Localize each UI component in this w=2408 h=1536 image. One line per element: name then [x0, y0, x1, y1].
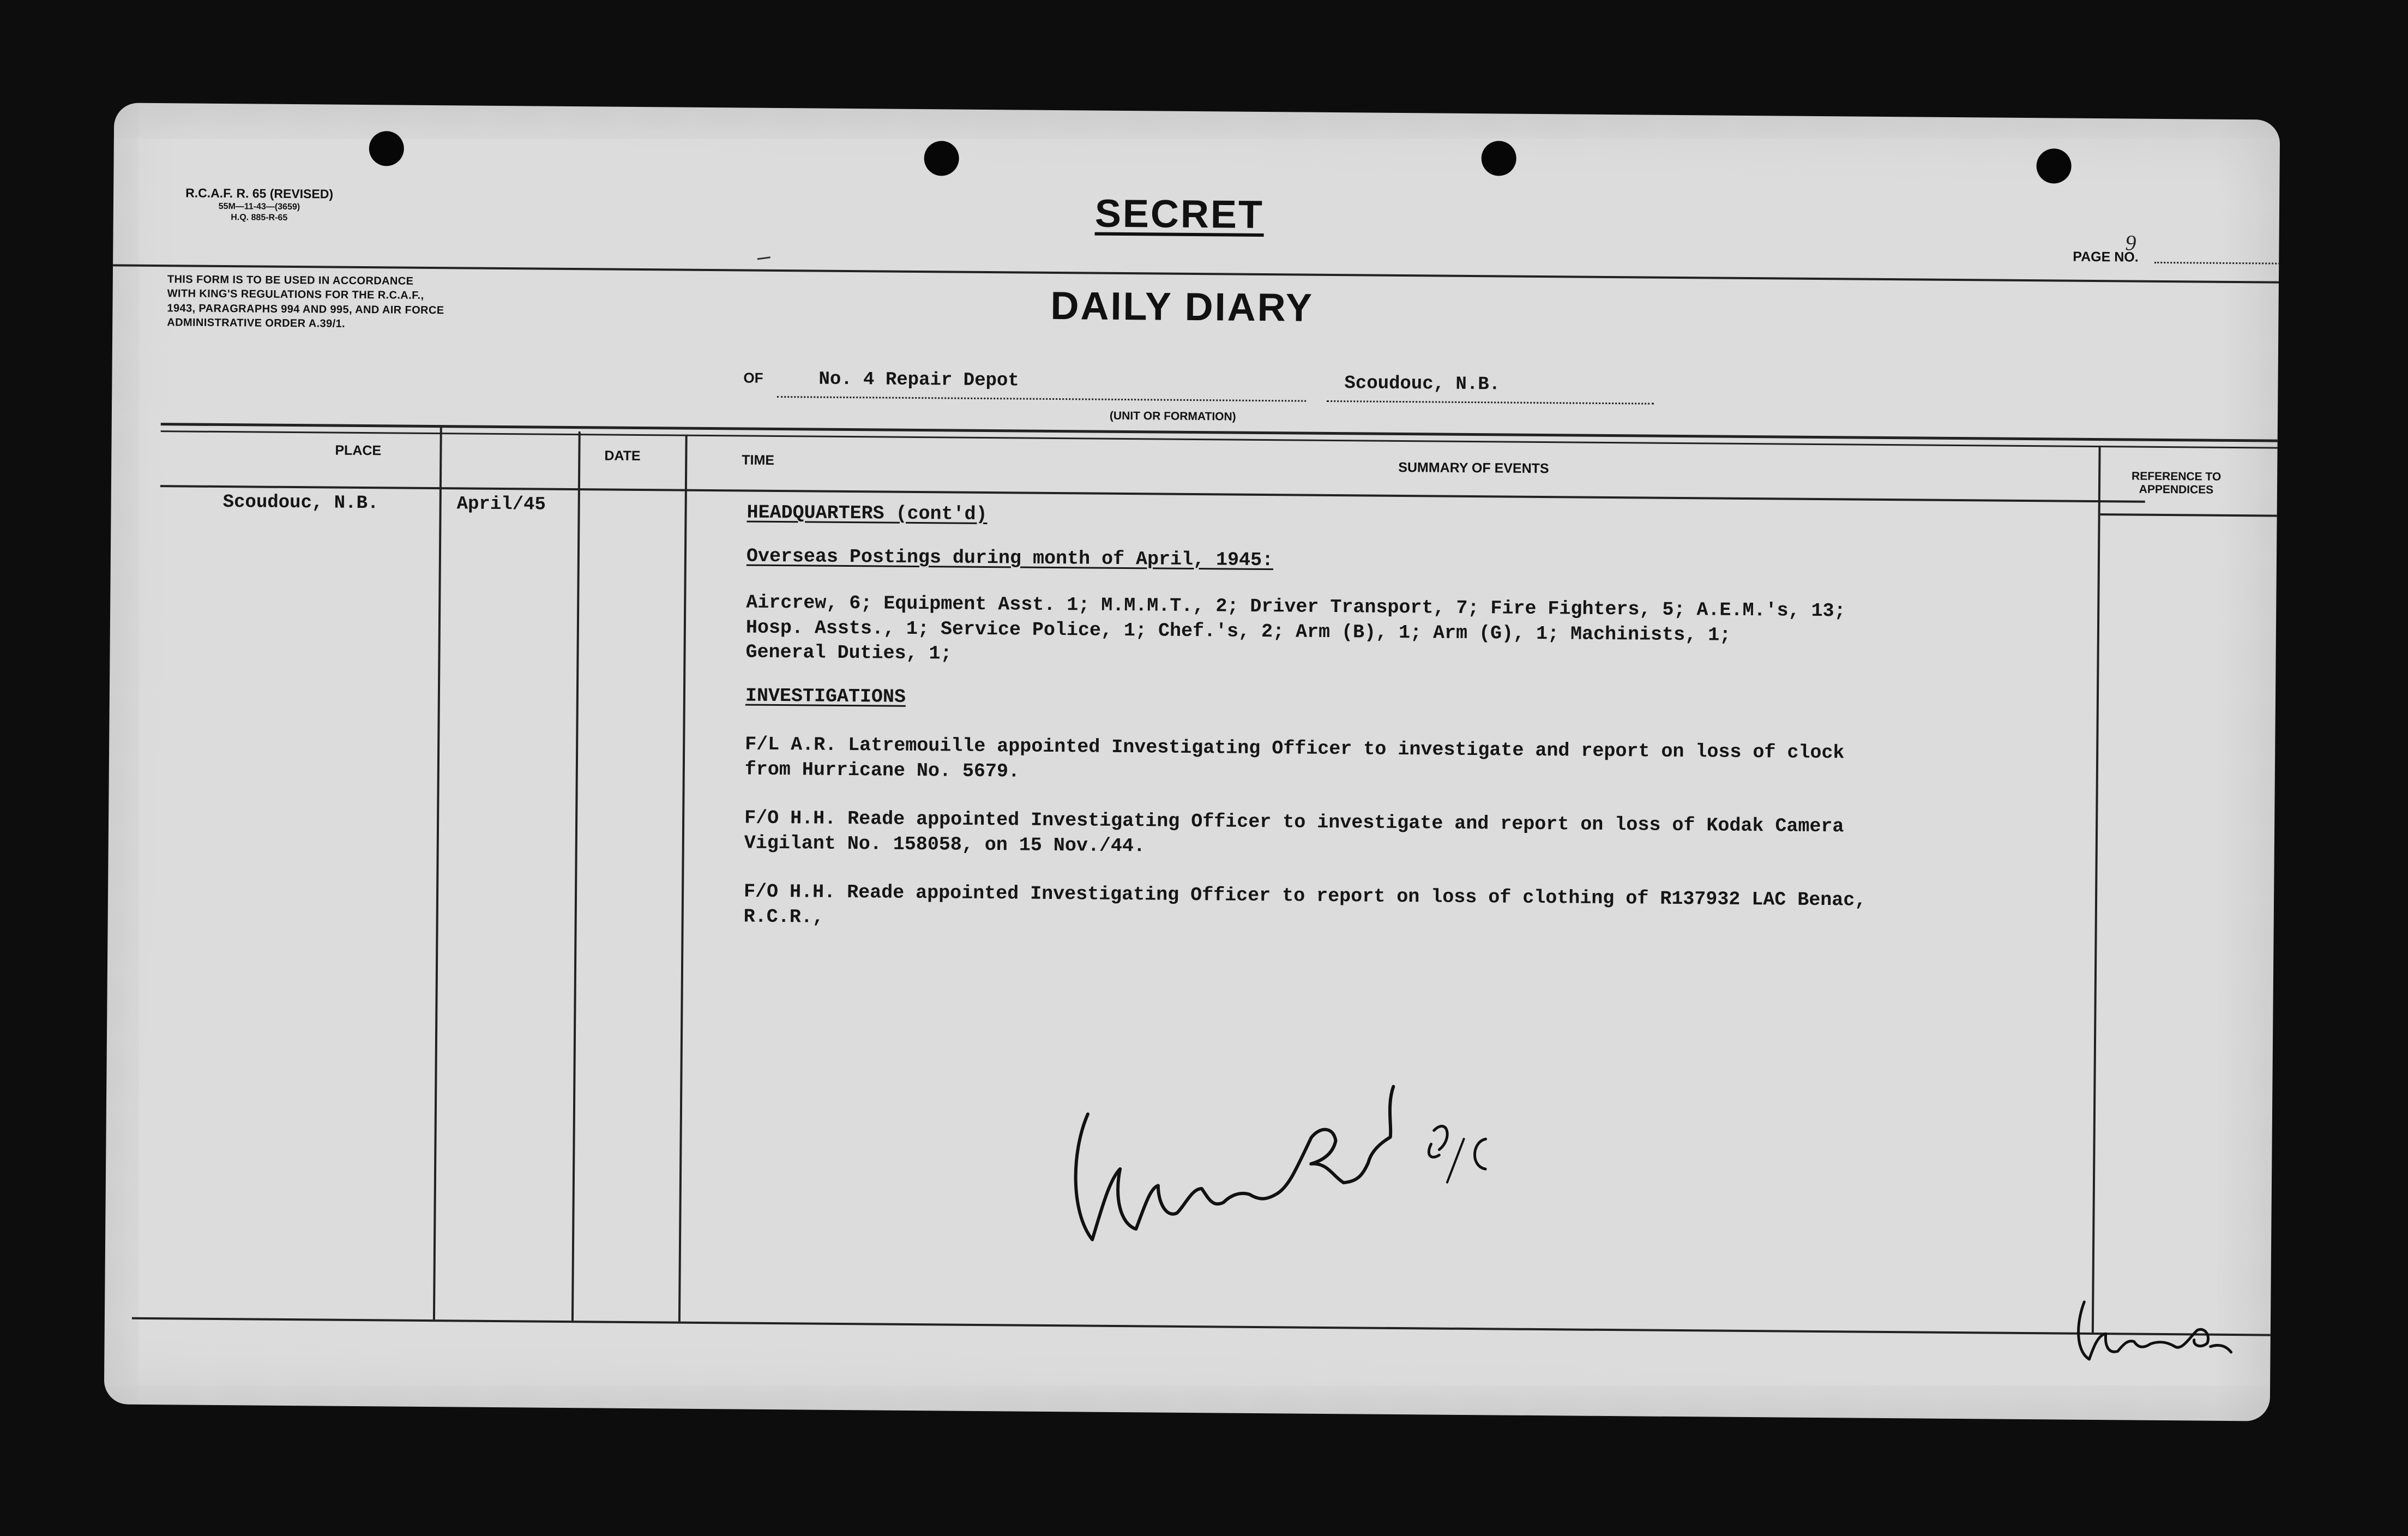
punch-hole [2036, 148, 2072, 184]
unit-leader [777, 396, 1306, 402]
unit-name: No. 4 Repair Depot [818, 369, 1019, 392]
column-header-place: PLACE [335, 442, 382, 459]
punch-hole [924, 141, 959, 176]
table-bottom-rule [132, 1317, 2271, 1336]
investigation-line: F/O H.H. Reade appointed Investigating Officer to report on loss of clothing of R137932 LAC Benac, [743, 880, 1867, 911]
investigation-line: R.C.R., [743, 905, 824, 928]
reference-header-line: REFERENCE TO [2132, 470, 2222, 483]
investigation-line: Vigilant No. 158058, on 15 Nov./44. [744, 832, 1146, 857]
postings-line: Aircrew, 6; Equipment Asst. 1; M.M.M.T., 2; Driver Transport, 7; Fire Fighters, 5; A.E.M.'s, 13; [746, 591, 1846, 622]
of-label: OF [743, 369, 763, 386]
column-header-time: TIME [742, 452, 775, 468]
form-code [185, 185, 333, 224]
section-heading: HEADQUARTERS (cont'd) [747, 501, 988, 526]
form-code-line1: R.C.A.F. R. 65 (REVISED) [185, 185, 334, 201]
unit-location: Scoudouc, N.B. [1344, 373, 1501, 395]
page-title: DAILY DIARY [1050, 284, 1314, 330]
regulations-notice [167, 272, 444, 332]
form-code-line2: 55M—11-43—(3659) [218, 201, 300, 212]
section-heading: INVESTIGATIONS [745, 685, 906, 708]
investigation-line: F/L A.R. Latremouille appointed Investigating Officer to investigate and report on loss of clock [745, 733, 1845, 764]
column-divider [433, 427, 442, 1319]
investigation-line: F/O H.H. Reade appointed Investigating Officer to investigate and report on loss of Kodak Camera [744, 807, 1844, 838]
column-divider [2092, 446, 2101, 1333]
postings-line: General Duties, 1; [745, 641, 952, 665]
handwritten-signature [1049, 1070, 1519, 1259]
column-divider [678, 435, 688, 1322]
regulations-line: WITH KING'S REGULATIONS FOR THE R.C.A.F., [167, 287, 424, 302]
regulations-line: THIS FORM IS TO BE USED IN ACCORDANCE [167, 273, 414, 287]
punch-hole [369, 131, 405, 166]
form-code-line3: H.Q. 885-R-65 [231, 212, 288, 223]
reference-header-line: APPENDICES [2139, 483, 2214, 496]
column-header-date: DATE [604, 448, 641, 464]
entry-date: April/45 [456, 494, 546, 515]
entry-place: Scoudouc, N.B. [222, 492, 379, 514]
summary-of-events [744, 501, 2088, 940]
reference-header-rule [2100, 513, 2277, 517]
page-no-label: PAGE NO. [2073, 249, 2139, 265]
postings-line: Hosp. Assts., 1; Service Police, 1; Chef.'s, 2; Arm (B), 1; Arm (G), 1; Machinists, 1; [745, 616, 1731, 646]
diary-page [104, 103, 2280, 1421]
page-no-value: 9 [2125, 230, 2136, 255]
unit-caption: (UNIT OR FORMATION) [1109, 409, 1236, 423]
column-header-summary: SUMMARY OF EVENTS [1398, 459, 1549, 477]
pencil-mark [757, 256, 771, 263]
investigation-line: from Hurricane No. 5679. [744, 758, 1020, 783]
location-leader [1327, 400, 1654, 405]
section-heading: Overseas Postings during month of April, 1945: [746, 545, 1274, 571]
regulations-line: 1943, PARAGRAPHS 994 AND 995, AND AIR FORCE [167, 302, 444, 316]
punch-hole [1481, 141, 1516, 176]
classification-marking: SECRET [1094, 191, 1265, 237]
column-divider [571, 431, 581, 1321]
handwritten-initials [2067, 1291, 2242, 1375]
column-header-reference [2108, 470, 2244, 497]
page-no-leader [2154, 262, 2280, 265]
regulations-line: ADMINISTRATIVE ORDER A.39/1. [167, 316, 346, 330]
